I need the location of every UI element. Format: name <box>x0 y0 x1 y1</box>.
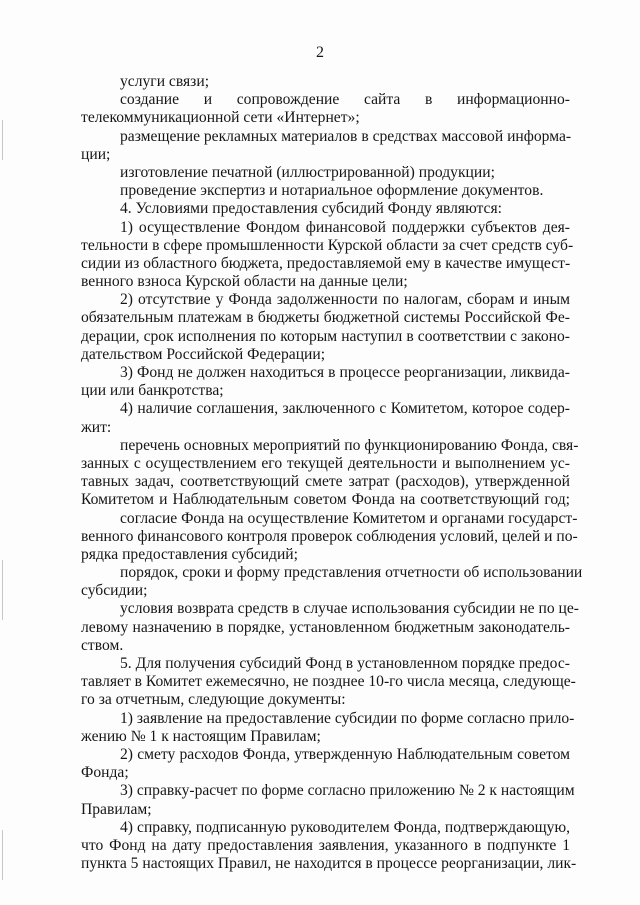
text-line: создание и сопровождение сайта в информационно- <box>120 91 570 109</box>
text-line: изготовление печатной (иллюстрированной) продукции; <box>120 163 495 181</box>
text-line: размещение рекламных материалов в средствах массовой информа- <box>120 127 572 145</box>
text-line: Комитетом и Наблюдательным советом Фонда на соответствующий год; <box>81 491 570 509</box>
text-line: что Фонд на дату предоставления заявления, указанного в подпункте 1 <box>81 836 570 854</box>
text-line: ции или банкротства; <box>81 382 224 400</box>
text-line: Фонда; <box>81 764 129 782</box>
text-line: 4) справку, подписанную руководителем Фонда, подтверждающую, <box>120 818 570 836</box>
text-line: занных с осуществлением его текущей деятельности и выполнением ус- <box>81 454 570 472</box>
text-line: проведение экспертиз и нотариальное оформление документов. <box>120 182 544 200</box>
text-line: порядок, сроки и форму представления отчетности об использовании <box>120 564 583 582</box>
text-line: жит: <box>81 418 112 436</box>
scan-artifact <box>2 560 3 620</box>
text-line: обязательным платежам в бюджеты бюджетной системы Российской Фе- <box>81 309 570 327</box>
scan-artifact <box>2 120 3 160</box>
text-line: 1) заявление на предоставление субсидии по форме согласно прило- <box>120 709 575 727</box>
text-line: го за отчетным, следующие документы: <box>81 691 346 709</box>
page-number: 2 <box>316 44 324 61</box>
scan-artifact <box>2 830 3 880</box>
text-line: сидии из областного бюджета, предоставляемой ему в качестве имущест- <box>81 254 571 272</box>
text-line: 4) наличие соглашения, заключенного с Комитетом, которое содер- <box>120 400 570 418</box>
text-line: Правилам; <box>81 800 152 818</box>
text-line: 3) Фонд не должен находиться в процессе реорганизации, ликвида- <box>120 364 570 381</box>
text-line: тавляет в Комитет ежемесячно, не позднее 10-го числа месяца, следующе- <box>81 673 576 691</box>
text-line: 2) отсутствие у Фонда задолженности по налогам, сборам и иным <box>120 291 570 309</box>
text-line: согласие Фонда на осуществление Комитетом и органами государст- <box>120 509 578 527</box>
text-line: 4. Условиями предоставления субсидий Фонду являются: <box>120 200 502 218</box>
text-line: жению № 1 к настоящим Правилам; <box>81 727 321 745</box>
text-line: условия возврата средств в случае использования субсидии не по це- <box>120 600 579 618</box>
text-line: дерации, срок исполнения по которым наступил в соответствии с законо- <box>81 327 570 345</box>
text-line: пункта 5 настоящих Правил, не находится в процессе реорганизации, лик- <box>81 855 577 873</box>
text-line: рядка предоставления субсидий; <box>81 545 298 563</box>
document-body <box>81 73 583 873</box>
text-line: венного взноса Курской области на данные цели; <box>81 273 408 291</box>
text-line: услуги связи; <box>120 73 210 90</box>
text-line: венного финансового контроля проверок соблюдения условий, целей и по- <box>81 527 578 545</box>
text-line: 3) справку-расчет по форме согласно приложению № 2 к настоящим <box>120 782 575 800</box>
text-line: 2) смету расходов Фонда, утвержденную Наблюдательным советом <box>120 745 570 763</box>
text-line: 1) осуществление Фондом финансовой поддержки субъектов дея- <box>120 218 570 236</box>
text-line: субсидии; <box>81 582 148 600</box>
text-line: телекоммуникационной сети «Интернет»; <box>81 109 360 127</box>
text-line: ством. <box>81 636 124 654</box>
text-line: ции; <box>81 145 111 163</box>
text-line: тавных задач, соответствующий смете затрат (расходов), утвержденной <box>81 473 570 491</box>
text-line: левому назначению в порядке, установленном бюджетным законодатель- <box>81 618 570 636</box>
text-line: дательством Российской Федерации; <box>81 345 326 363</box>
text-line: перечень основных мероприятий по функционированию Фонда, свя- <box>120 436 579 454</box>
text-line: 5. Для получения субсидий Фонд в установленном порядке предос- <box>120 655 570 672</box>
text-line: тельности в сфере промышленности Курской области за счет средств суб- <box>81 236 574 254</box>
